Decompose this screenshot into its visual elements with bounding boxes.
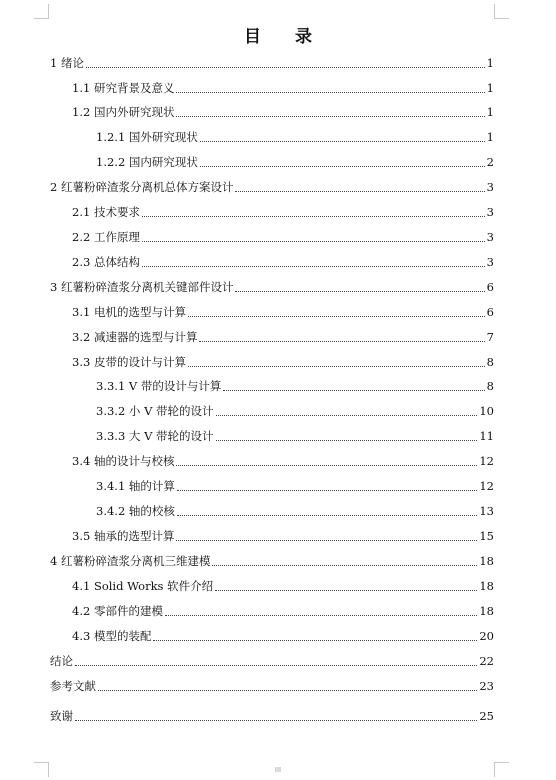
toc-entry-label: 结论 xyxy=(50,654,73,668)
toc-dot-leader xyxy=(216,415,478,416)
toc-dot-leader xyxy=(215,590,477,591)
toc-entry[interactable] xyxy=(72,453,494,469)
toc-entry-label: 致谢 xyxy=(50,709,73,723)
toc-entry[interactable] xyxy=(72,304,494,320)
toc-entry-label: 1 绪论 xyxy=(50,56,84,70)
toc-entry-label: 2.2 工作原理 xyxy=(72,230,140,244)
toc-entry-label: 2.1 技术要求 xyxy=(72,205,140,219)
toc-entry[interactable] xyxy=(96,129,494,145)
toc-entry-page-number: 3 xyxy=(486,230,494,244)
toc-dot-leader xyxy=(188,316,485,317)
toc-entry-label: 3.3 皮带的设计与计算 xyxy=(72,355,186,369)
toc-dot-leader xyxy=(98,690,477,691)
toc-entry[interactable] xyxy=(72,204,494,220)
toc-entry[interactable] xyxy=(72,80,494,96)
toc-dot-leader xyxy=(176,540,477,541)
toc-entry[interactable] xyxy=(96,478,494,494)
toc-entry[interactable] xyxy=(50,653,494,669)
toc-dot-leader xyxy=(177,490,477,491)
toc-entry-page-number: 22 xyxy=(479,654,494,668)
toc-entry-label: 3.3.2 小 V 带轮的设计 xyxy=(96,404,214,418)
toc-entry-label: 4.3 模型的装配 xyxy=(72,629,152,643)
toc-entry[interactable] xyxy=(72,104,494,120)
toc-entry-label: 1.2.2 国内研究现状 xyxy=(96,155,198,169)
toc-entry[interactable] xyxy=(96,403,494,419)
toc-entry-label: 3.5 轴承的选型计算 xyxy=(72,529,175,543)
toc-dot-leader xyxy=(235,191,484,192)
toc-entry-label: 3.1 电机的选型与计算 xyxy=(72,305,186,319)
toc-entry-page-number: 11 xyxy=(479,429,494,443)
toc-dot-leader xyxy=(86,67,485,68)
toc-dot-leader xyxy=(212,565,477,566)
toc-dot-leader xyxy=(142,266,485,267)
toc-entry-page-number: 3 xyxy=(486,205,494,219)
toc-dot-leader xyxy=(200,141,485,142)
toc-dot-leader xyxy=(165,615,477,616)
toc-entry-page-number: 8 xyxy=(486,355,494,369)
toc-entry-page-number: 1 xyxy=(486,130,494,144)
crop-mark-top-right xyxy=(494,4,509,19)
toc-entry-page-number: 12 xyxy=(479,479,494,493)
toc-entry[interactable] xyxy=(72,354,494,370)
toc-entry-page-number: 7 xyxy=(486,330,494,344)
toc-dot-leader xyxy=(176,116,484,117)
toc-entry-label: 2.3 总体结构 xyxy=(72,255,140,269)
toc-dot-leader xyxy=(177,515,477,516)
toc-entry-label: 参考文献 xyxy=(50,679,96,693)
toc-entry-page-number: 3 xyxy=(486,180,494,194)
toc-entry[interactable] xyxy=(72,628,494,644)
toc-entry[interactable] xyxy=(50,708,494,724)
toc-dot-leader xyxy=(188,366,485,367)
toc-entry[interactable] xyxy=(96,428,494,444)
toc-entry-label: 4 红薯粉碎渣浆分离机三维建模 xyxy=(50,554,211,568)
toc-entry-page-number: 1 xyxy=(486,105,494,119)
toc-dot-leader xyxy=(176,92,484,93)
toc-entry-label: 1.2 国内外研究现状 xyxy=(72,105,175,119)
toc-entry-page-number: 8 xyxy=(486,379,494,393)
toc-entry-page-number: 25 xyxy=(479,709,494,723)
toc-dot-leader xyxy=(235,291,484,292)
toc-dot-leader xyxy=(176,465,477,466)
toc-entry-label: 3.4 轴的设计与校核 xyxy=(72,454,175,468)
toc-entry[interactable] xyxy=(50,55,494,71)
toc-entry[interactable] xyxy=(96,154,494,170)
toc-entry-page-number: 10 xyxy=(479,404,494,418)
toc-dot-leader xyxy=(223,390,484,391)
toc-entry-label: 3.3.1 V 带的设计与计算 xyxy=(96,379,222,393)
toc-entry-page-number: 18 xyxy=(479,604,494,618)
toc-entry-page-number: 3 xyxy=(486,255,494,269)
toc-entry-label: 1.2.1 国外研究现状 xyxy=(96,130,198,144)
toc-dot-leader xyxy=(153,640,477,641)
toc-entry[interactable] xyxy=(50,678,494,694)
toc-entry[interactable] xyxy=(96,503,494,519)
toc-dot-leader xyxy=(142,241,485,242)
toc-entry-label: 3.4.1 轴的计算 xyxy=(96,479,175,493)
toc-entry-page-number: 1 xyxy=(486,81,494,95)
page-number-footer: III xyxy=(274,766,282,774)
toc-dot-leader xyxy=(75,665,477,666)
toc-entry[interactable] xyxy=(72,603,494,619)
toc-entry-page-number: 13 xyxy=(479,504,494,518)
toc-dot-leader xyxy=(216,440,478,441)
toc-entry-page-number: 20 xyxy=(479,629,494,643)
toc-entry[interactable] xyxy=(96,378,494,394)
toc-entry[interactable] xyxy=(50,553,494,569)
toc-entry[interactable] xyxy=(72,329,494,345)
toc-dot-leader xyxy=(75,720,477,721)
toc-entry[interactable] xyxy=(72,254,494,270)
toc-entry-label: 2 红薯粉碎渣浆分离机总体方案设计 xyxy=(50,180,234,194)
toc-dot-leader xyxy=(200,166,485,167)
toc-entry-page-number: 12 xyxy=(479,454,494,468)
toc-entry-page-number: 2 xyxy=(486,155,494,169)
toc-entry-label: 4.1 Solid Works 软件介绍 xyxy=(72,579,214,593)
toc-entry-label: 4.2 零部件的建模 xyxy=(72,604,163,618)
toc-entry[interactable] xyxy=(72,229,494,245)
toc-entry[interactable] xyxy=(72,528,494,544)
toc-entry-page-number: 6 xyxy=(486,305,494,319)
toc-entry[interactable] xyxy=(50,179,494,195)
toc-entry[interactable] xyxy=(72,578,494,594)
page-title: 目 录 xyxy=(244,27,326,47)
toc-entry-page-number: 23 xyxy=(479,679,494,693)
toc-entry-page-number: 18 xyxy=(479,554,494,568)
toc-entry[interactable] xyxy=(50,279,494,295)
toc-entry-label: 3 红薯粉碎渣浆分离机关键部件设计 xyxy=(50,280,234,294)
toc-entry-label: 3.4.2 轴的校核 xyxy=(96,504,175,518)
toc-entry-page-number: 6 xyxy=(486,280,494,294)
toc-entry-page-number: 18 xyxy=(479,579,494,593)
toc-entry-label: 3.3.3 大 V 带轮的设计 xyxy=(96,429,214,443)
toc-entry-label: 1.1 研究背景及意义 xyxy=(72,81,175,95)
crop-mark-top-left xyxy=(34,4,49,19)
toc-dot-leader xyxy=(199,341,484,342)
toc-entry-label: 3.2 减速器的选型与计算 xyxy=(72,330,198,344)
toc-entry-page-number: 1 xyxy=(486,56,494,70)
toc-entry-page-number: 15 xyxy=(479,529,494,543)
toc-dot-leader xyxy=(142,216,485,217)
